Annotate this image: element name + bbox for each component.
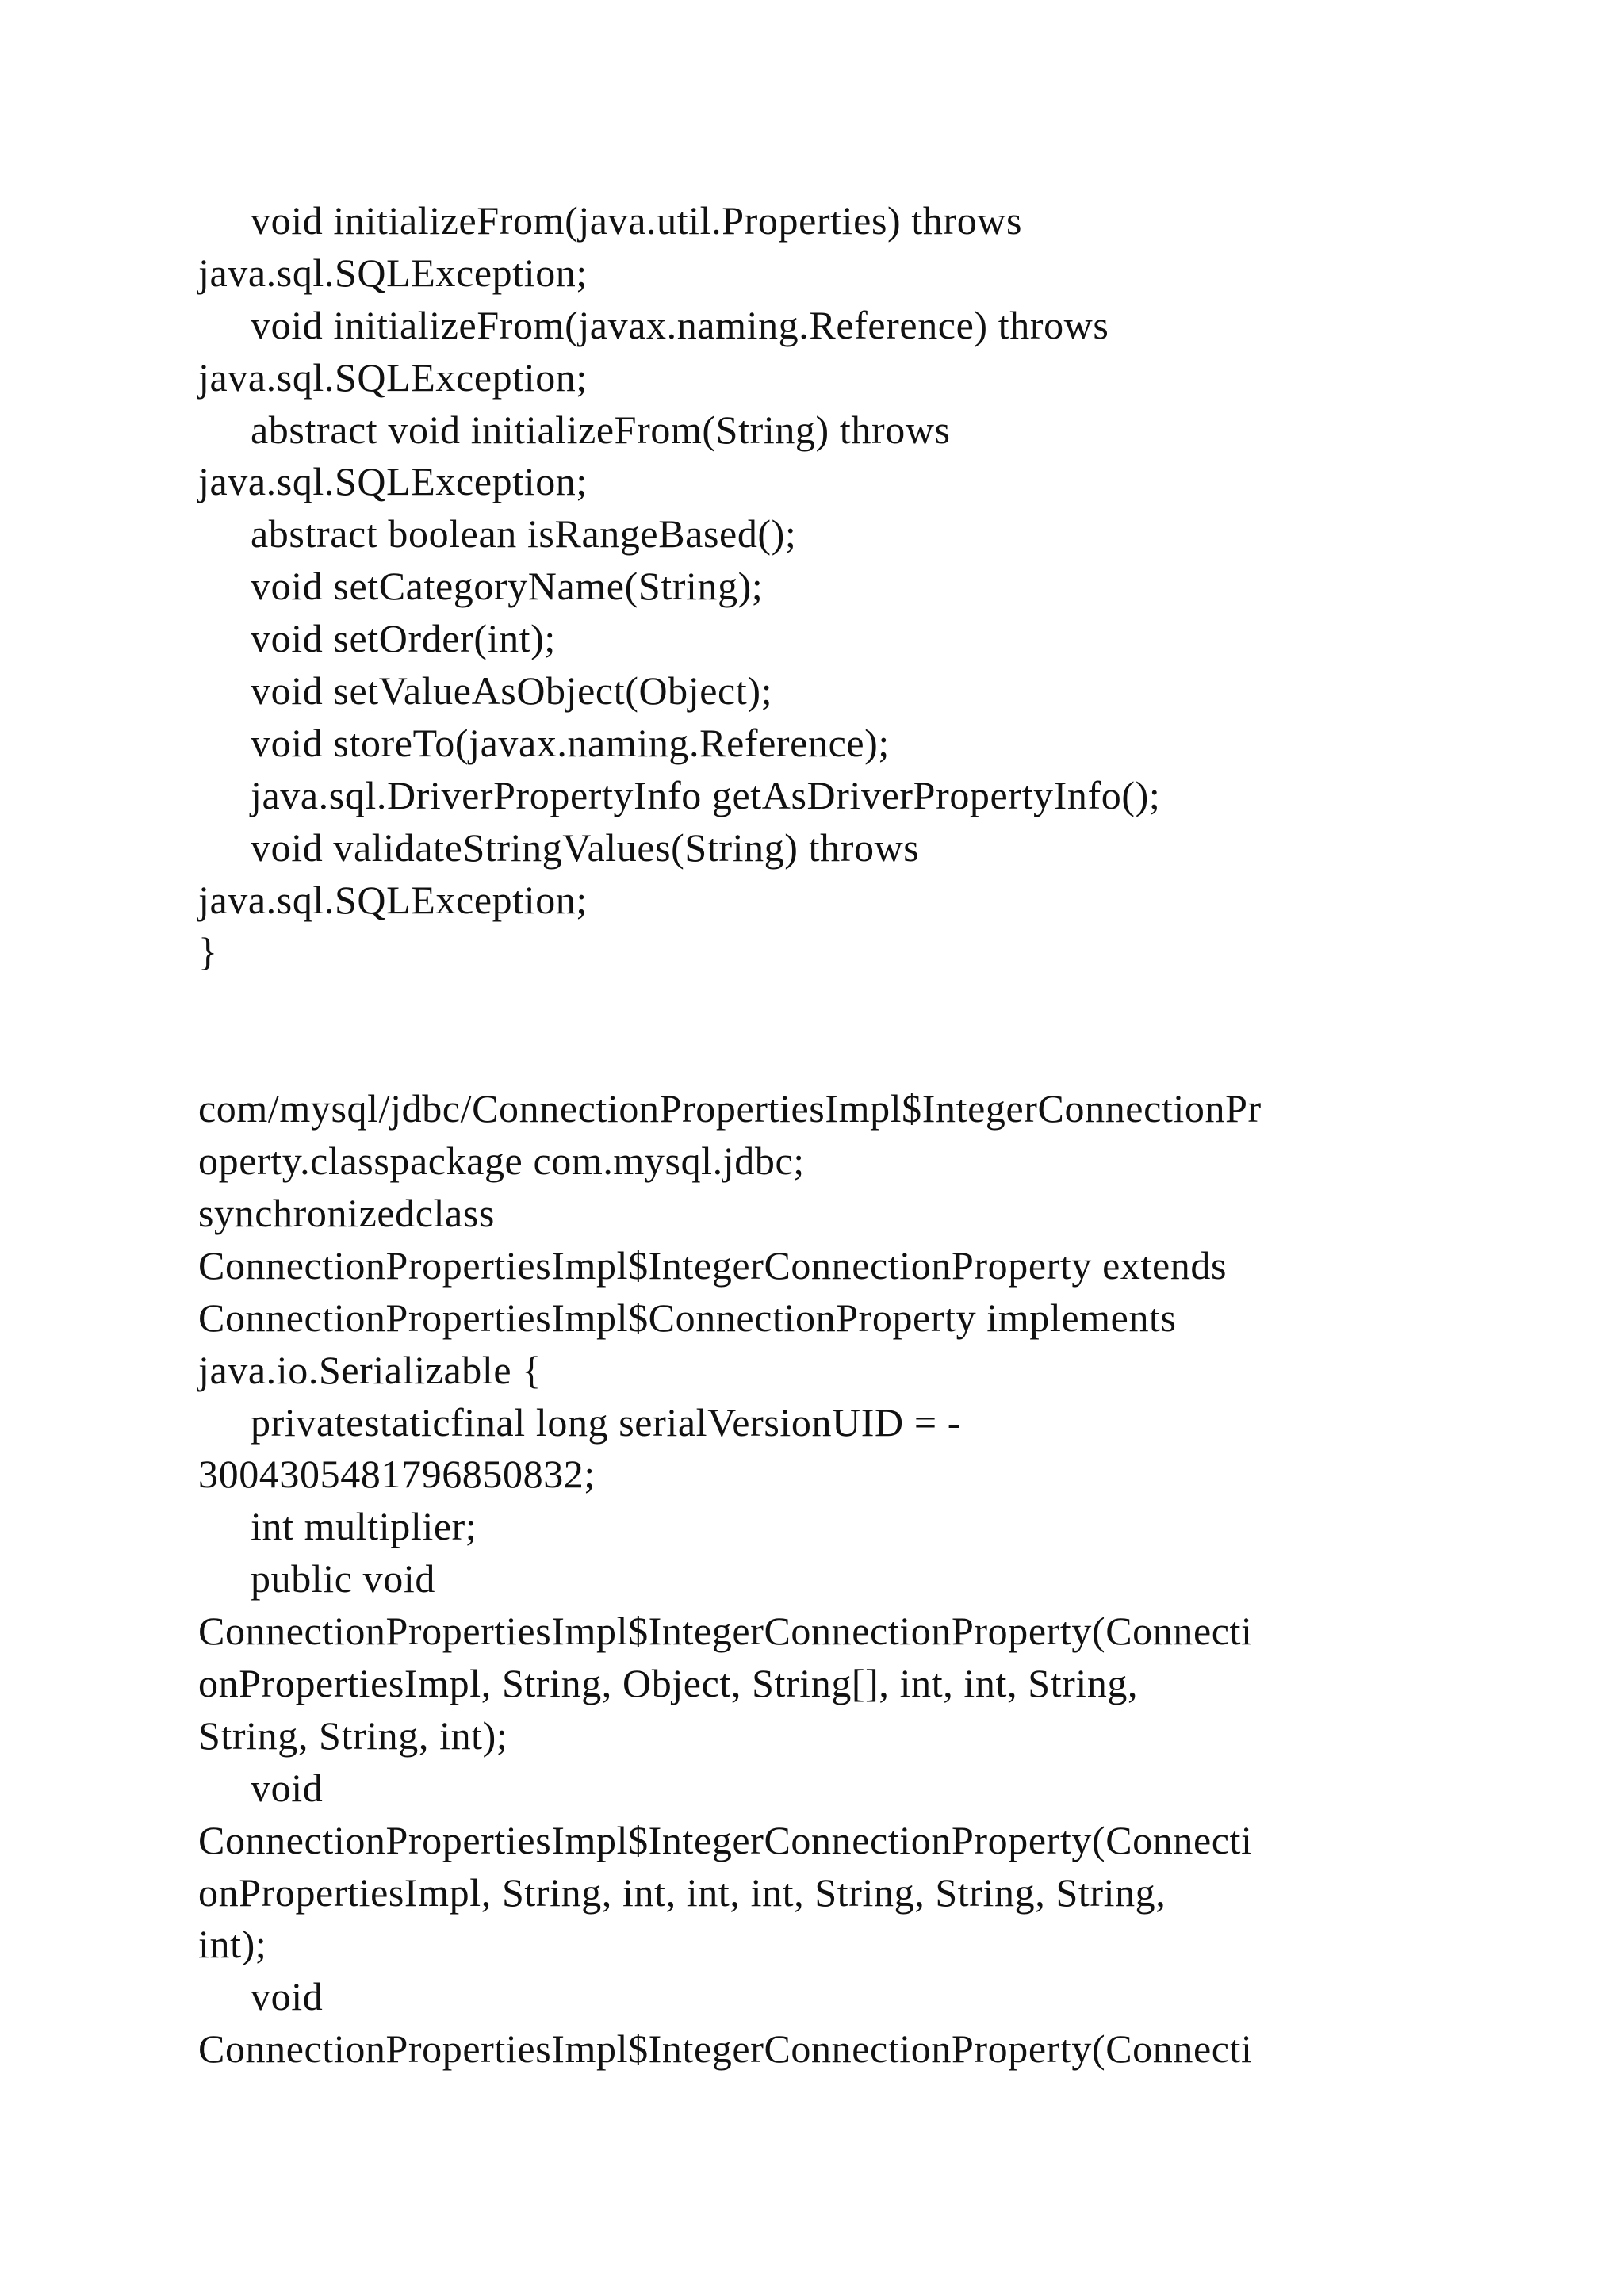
- code-line: void setOrder(int);: [251, 616, 556, 661]
- code-line: ConnectionPropertiesImpl$IntegerConnectionProperty(Connecti: [198, 2026, 1253, 2072]
- closing-brace: }: [198, 929, 218, 974]
- code-line: void: [251, 1765, 324, 1810]
- code-line: void validateStringValues(String) throws: [251, 825, 920, 870]
- code-line: void storeTo(javax.naming.Reference);: [251, 720, 890, 765]
- code-line: onPropertiesImpl, String, int, int, int, String, String, String,: [198, 1869, 1166, 1915]
- code-line: void setCategoryName(String);: [251, 564, 764, 609]
- code-line: java.sql.SQLException;: [198, 354, 588, 400]
- code-line: String, String, int);: [198, 1712, 508, 1758]
- code-line: int);: [198, 1922, 267, 1967]
- code-line: void initializeFrom(javax.naming.Reference) throws: [251, 302, 1109, 347]
- code-line: synchronizedclass: [198, 1190, 495, 1235]
- code-line: ConnectionPropertiesImpl$IntegerConnectionProperty(Connecti: [198, 1609, 1253, 1654]
- code-line: abstract void initializeFrom(String) throws: [251, 407, 951, 452]
- code-line: java.sql.DriverPropertyInfo getAsDriverPropertyInfo();: [251, 772, 1161, 817]
- code-line: ConnectionPropertiesImpl$IntegerConnectionProperty(Connecti: [198, 1817, 1253, 1862]
- code-line: public void: [251, 1556, 435, 1601]
- class-file-heading: com/mysql/jdbc/ConnectionPropertiesImpl$IntegerConnectionPr: [198, 1086, 1262, 1131]
- code-line: java.sql.SQLException;: [198, 877, 588, 922]
- code-line: privatestaticfinal long serialVersionUID = -: [251, 1399, 962, 1445]
- code-line: onPropertiesImpl, String, Object, String[], int, int, String,: [198, 1660, 1139, 1705]
- code-line: ConnectionPropertiesImpl$ConnectionProperty implements: [198, 1295, 1177, 1340]
- document-text: [198, 195, 1562, 2076]
- code-line: operty.classpackage com.mysql.jdbc;: [198, 1138, 805, 1184]
- code-line: void: [251, 1974, 324, 2019]
- code-line: int multiplier;: [251, 1504, 477, 1549]
- section-gap: [198, 978, 1562, 1083]
- code-line: void initializeFrom(java.util.Properties) throws: [251, 198, 1023, 243]
- code-line: ConnectionPropertiesImpl$IntegerConnectionProperty extends: [198, 1242, 1228, 1288]
- code-line: 3004305481796850832;: [198, 1452, 596, 1497]
- code-line: java.sql.SQLException;: [198, 459, 588, 504]
- code-line: java.io.Serializable {: [198, 1347, 542, 1392]
- code-line: abstract boolean isRangeBased();: [251, 511, 797, 557]
- code-line: void setValueAsObject(Object);: [251, 668, 773, 714]
- code-line: java.sql.SQLException;: [198, 250, 588, 295]
